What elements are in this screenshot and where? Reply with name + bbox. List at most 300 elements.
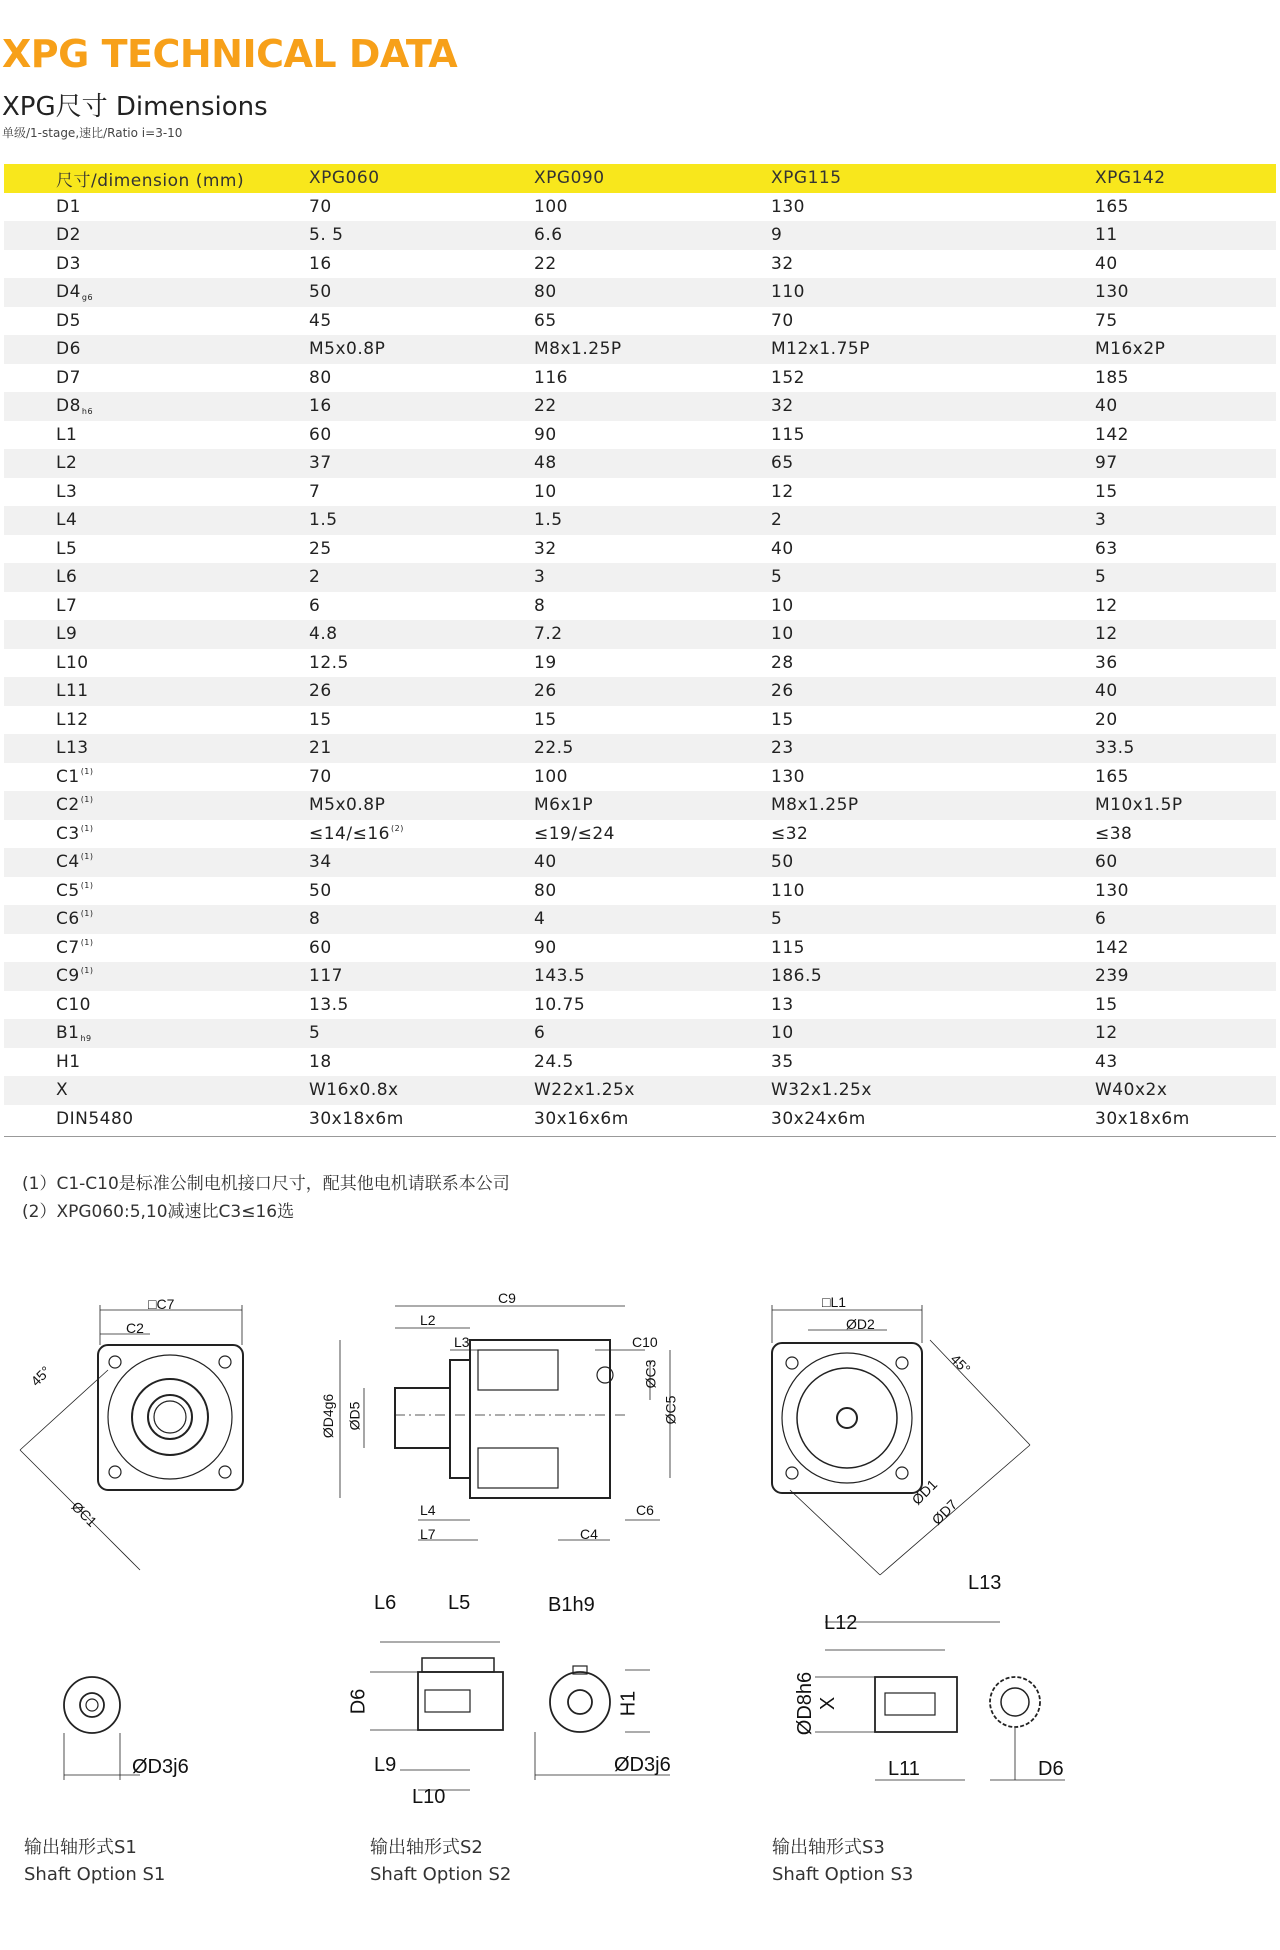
table-cell xyxy=(309,991,534,1020)
cell-value: 100 xyxy=(534,196,568,217)
dimension-name: C7 xyxy=(56,937,80,958)
table-cell xyxy=(309,506,534,535)
cell-value: 10 xyxy=(534,481,557,502)
row-label xyxy=(4,193,309,222)
cell-value: 130 xyxy=(1095,880,1129,901)
dimension-name: L11 xyxy=(56,681,89,702)
dimension-name: L10 xyxy=(56,652,89,673)
table-cell xyxy=(771,820,1095,849)
cell-value: 117 xyxy=(309,966,343,987)
cell-value: 15 xyxy=(1095,481,1118,502)
table-row xyxy=(4,1105,1276,1134)
table-cell xyxy=(1095,506,1276,535)
table-cell xyxy=(309,250,534,279)
ratio-note: 单级/1-stage,速比/Ratio i=3-10 xyxy=(2,126,183,140)
row-label xyxy=(4,991,309,1020)
cell-value: 32 xyxy=(771,253,794,274)
table-row xyxy=(4,877,1276,906)
table-cell xyxy=(309,791,534,820)
footnote-marker: (1) xyxy=(80,909,94,919)
cell-value: 15 xyxy=(309,709,332,730)
cell-value: 115 xyxy=(771,424,805,445)
cell-value: 143.5 xyxy=(534,966,586,987)
dimension-name: C6 xyxy=(56,909,80,930)
cell-value: 40 xyxy=(534,852,557,873)
table-cell xyxy=(1095,535,1276,564)
table-cell xyxy=(309,221,534,250)
table-cell xyxy=(771,421,1095,450)
dim-label-l11: L11 xyxy=(888,1758,920,1780)
table-cell xyxy=(534,193,771,222)
cell-value: 70 xyxy=(771,310,794,331)
dimension-name: C4 xyxy=(56,852,80,873)
table-cell xyxy=(771,1105,1095,1134)
cell-value: 185 xyxy=(1095,367,1129,388)
cell-value: 32 xyxy=(771,396,794,417)
footnote-marker: (1) xyxy=(80,766,94,776)
dim-label-l12: L12 xyxy=(824,1612,858,1634)
table-cell xyxy=(1095,820,1276,849)
table-cell xyxy=(309,307,534,336)
cell-value: 18 xyxy=(309,1051,332,1072)
dim-label-l10: L10 xyxy=(412,1786,446,1808)
row-label xyxy=(4,335,309,364)
cell-value: W32x1.25x xyxy=(771,1080,872,1101)
cell-value: 65 xyxy=(534,310,557,331)
table-row xyxy=(4,1076,1276,1105)
dim-label-h1: H1 xyxy=(617,1690,640,1717)
cell-value: 1.5 xyxy=(534,510,563,531)
table-cell xyxy=(534,905,771,934)
cell-value: 13 xyxy=(771,994,794,1015)
dimension-name: L12 xyxy=(56,709,89,730)
cell-value: 75 xyxy=(1095,310,1118,331)
cell-value: 5 xyxy=(771,567,783,588)
dim-label-d3: ØD3j6 xyxy=(614,1754,671,1776)
cell-value: 16 xyxy=(309,253,332,274)
table-cell xyxy=(1095,706,1276,735)
table-row xyxy=(4,763,1276,792)
cell-value: M5x0.8P xyxy=(309,795,386,816)
cell-value: 22 xyxy=(534,253,557,274)
table-cell xyxy=(771,677,1095,706)
tolerance-subscript: h6 xyxy=(81,407,94,417)
cell-value: 12 xyxy=(771,481,794,502)
row-label xyxy=(4,905,309,934)
dimension-name: H1 xyxy=(56,1051,81,1072)
cell-value: 63 xyxy=(1095,538,1118,559)
table-cell xyxy=(309,1105,534,1134)
dim-label-d3: ØD3j6 xyxy=(132,1756,189,1778)
row-label xyxy=(4,364,309,393)
footnote: (2）XPG060:5,10减速比C3≤16选 xyxy=(22,1202,295,1222)
table-cell xyxy=(1095,307,1276,336)
output-flange-view xyxy=(772,1305,1030,1575)
table-row xyxy=(4,478,1276,507)
table-cell xyxy=(534,1076,771,1105)
cell-value: 10 xyxy=(771,595,794,616)
cell-value: 30x24x6m xyxy=(771,1108,866,1129)
table-row xyxy=(4,991,1276,1020)
cell-value: 4.8 xyxy=(309,624,338,645)
dimension-name: D4 xyxy=(56,282,81,303)
table-cell xyxy=(534,250,771,279)
dimension-name: C2 xyxy=(56,795,80,816)
cell-value: 50 xyxy=(309,282,332,303)
row-label xyxy=(4,535,309,564)
cell-value: 5 xyxy=(1095,567,1107,588)
table-cell xyxy=(771,592,1095,621)
cell-value: 115 xyxy=(771,937,805,958)
dim-label-c5: ØC5 xyxy=(662,1395,679,1425)
cell-value: 6 xyxy=(309,595,321,616)
cell-value: M10x1.5P xyxy=(1095,795,1183,816)
table-cell xyxy=(771,934,1095,963)
cell-value: 9 xyxy=(771,225,783,246)
table-cell xyxy=(309,364,534,393)
cell-value: 110 xyxy=(771,282,805,303)
table-cell xyxy=(1095,620,1276,649)
table-cell xyxy=(534,563,771,592)
cell-value: 5 xyxy=(771,909,783,930)
row-label xyxy=(4,1048,309,1077)
dim-label-d2: ØD2 xyxy=(846,1316,875,1332)
tolerance-subscript: g6 xyxy=(81,293,94,303)
table-cell xyxy=(771,991,1095,1020)
table-cell xyxy=(534,535,771,564)
cell-value: 6 xyxy=(534,1023,546,1044)
cell-value: M5x0.8P xyxy=(309,339,386,360)
dimension-name: L13 xyxy=(56,738,89,759)
row-label xyxy=(4,677,309,706)
row-label xyxy=(4,962,309,991)
table-cell xyxy=(771,250,1095,279)
table-cell xyxy=(309,1076,534,1105)
cell-value: 7.2 xyxy=(534,624,563,645)
table-cell xyxy=(771,734,1095,763)
table-cell xyxy=(1095,791,1276,820)
table-row xyxy=(4,649,1276,678)
table-cell xyxy=(534,592,771,621)
caption-en: Shaft Option S1 xyxy=(24,1864,166,1885)
dimension-name: L6 xyxy=(56,567,78,588)
table-cell xyxy=(534,335,771,364)
table-cell xyxy=(771,364,1095,393)
cell-value: M12x1.75P xyxy=(771,339,870,360)
cell-value: 6.6 xyxy=(534,225,563,246)
table-row xyxy=(4,820,1276,849)
dimension-name: D8 xyxy=(56,396,81,417)
cell-value: 36 xyxy=(1095,652,1118,673)
table-cell xyxy=(534,734,771,763)
table-cell xyxy=(534,221,771,250)
table-cell xyxy=(309,592,534,621)
table-row xyxy=(4,962,1276,991)
dim-label-l4: L4 xyxy=(420,1502,436,1518)
table-cell xyxy=(1095,848,1276,877)
dim-label-c9: C9 xyxy=(498,1290,516,1306)
row-label xyxy=(4,620,309,649)
table-row xyxy=(4,563,1276,592)
table-row xyxy=(4,592,1276,621)
dim-label-c3: ØC3 xyxy=(642,1359,659,1389)
cell-value: 50 xyxy=(771,852,794,873)
table-cell xyxy=(771,877,1095,906)
table-row xyxy=(4,364,1276,393)
table-cell xyxy=(534,706,771,735)
table-cell xyxy=(771,1048,1095,1077)
table-cell xyxy=(534,991,771,1020)
dimension-name: C9 xyxy=(56,966,80,987)
table-cell xyxy=(309,706,534,735)
table-row xyxy=(4,535,1276,564)
table-cell xyxy=(309,962,534,991)
table-row xyxy=(4,250,1276,279)
cell-value: 43 xyxy=(1095,1051,1118,1072)
dim-label-d6: D6 xyxy=(347,1688,370,1715)
table-cell xyxy=(1095,991,1276,1020)
table-cell xyxy=(534,848,771,877)
cell-value: 130 xyxy=(771,196,805,217)
table-cell xyxy=(771,763,1095,792)
cell-value: 152 xyxy=(771,367,805,388)
table-cell xyxy=(1095,934,1276,963)
table-cell xyxy=(309,763,534,792)
cell-value: 20 xyxy=(1095,709,1118,730)
table-cell xyxy=(534,421,771,450)
cell-value: M6x1P xyxy=(534,795,594,816)
column-header: XPG142 xyxy=(1095,168,1166,189)
table-cell xyxy=(1095,392,1276,421)
row-label xyxy=(4,649,309,678)
table-cell xyxy=(534,278,771,307)
table-cell xyxy=(771,1076,1095,1105)
footnote-marker: (1) xyxy=(80,880,94,890)
cell-value: 40 xyxy=(1095,396,1118,417)
table-cell xyxy=(771,649,1095,678)
table-cell xyxy=(309,620,534,649)
table-row xyxy=(4,905,1276,934)
cell-value: 40 xyxy=(1095,253,1118,274)
table-cell xyxy=(771,278,1095,307)
table-cell xyxy=(534,791,771,820)
table-cell xyxy=(1095,478,1276,507)
table-row xyxy=(4,677,1276,706)
cell-value: 80 xyxy=(309,367,332,388)
table-cell xyxy=(309,877,534,906)
cell-value: 5. 5 xyxy=(309,225,344,246)
table-cell xyxy=(309,421,534,450)
page-subtitle: XPG尺寸 Dimensions xyxy=(2,92,268,122)
row-label xyxy=(4,592,309,621)
table-cell xyxy=(534,763,771,792)
table-row xyxy=(4,449,1276,478)
table-cell xyxy=(309,449,534,478)
row-label xyxy=(4,848,309,877)
cell-value: ≤19/≤24 xyxy=(534,823,615,844)
dimension-name: D5 xyxy=(56,310,81,331)
dim-label-l6: L6 xyxy=(374,1592,397,1614)
dim-label-l3: L3 xyxy=(454,1334,470,1350)
table-cell xyxy=(1095,649,1276,678)
cell-value: 26 xyxy=(534,681,557,702)
table-row xyxy=(4,392,1276,421)
cell-value: 90 xyxy=(534,424,557,445)
table-cell xyxy=(1095,763,1276,792)
row-label xyxy=(4,449,309,478)
column-header: XPG060 xyxy=(309,168,380,189)
dimension-name: L5 xyxy=(56,538,78,559)
cell-value: M8x1.25P xyxy=(771,795,859,816)
shaft-caption-s3 xyxy=(772,1834,913,1888)
shaft-s3-drawing xyxy=(815,1622,1065,1780)
table-cell xyxy=(1095,364,1276,393)
table-cell xyxy=(309,677,534,706)
table-cell xyxy=(771,506,1095,535)
cell-value: 130 xyxy=(1095,282,1129,303)
cell-value: 8 xyxy=(309,909,321,930)
table-cell xyxy=(309,535,534,564)
cell-value: 40 xyxy=(1095,681,1118,702)
table-cell xyxy=(1095,734,1276,763)
dimension-name: C1 xyxy=(56,766,80,787)
table-cell xyxy=(1095,278,1276,307)
table-cell xyxy=(1095,221,1276,250)
cell-value: 28 xyxy=(771,652,794,673)
table-cell xyxy=(1095,563,1276,592)
dimension-name: C3 xyxy=(56,823,80,844)
cell-value: ≤14/≤16 xyxy=(309,823,390,844)
dim-label-c7: □C7 xyxy=(148,1296,175,1312)
table-row xyxy=(4,307,1276,336)
dimension-name: D3 xyxy=(56,253,81,274)
table-cell xyxy=(1095,677,1276,706)
table-row xyxy=(4,193,1276,222)
cell-value: 5 xyxy=(309,1023,321,1044)
table-cell xyxy=(309,278,534,307)
cell-value: 32 xyxy=(534,538,557,559)
table-cell xyxy=(534,649,771,678)
cell-value: 8 xyxy=(534,595,546,616)
cell-value: 12 xyxy=(1095,595,1118,616)
cell-value: 165 xyxy=(1095,766,1129,787)
dimension-name: L9 xyxy=(56,624,78,645)
cell-value: 6 xyxy=(1095,909,1107,930)
dim-label-d4: ØD4g6 xyxy=(320,1393,337,1439)
cell-value: 116 xyxy=(534,367,568,388)
cell-value: 142 xyxy=(1095,424,1129,445)
dimension-name: L3 xyxy=(56,481,78,502)
table-row xyxy=(4,421,1276,450)
cell-value: 26 xyxy=(309,681,332,702)
cell-value: 24.5 xyxy=(534,1051,574,1072)
table-cell xyxy=(1095,962,1276,991)
row-label xyxy=(4,478,309,507)
table-row xyxy=(4,278,1276,307)
footnote: (1）C1-C10是标准公制电机接口尺寸，配其他电机请联系本公司 xyxy=(22,1174,510,1194)
row-label xyxy=(4,221,309,250)
column-header: 尺寸/dimension (mm) xyxy=(56,170,245,191)
cell-value: 15 xyxy=(1095,994,1118,1015)
cell-value: 15 xyxy=(771,709,794,730)
footnote-marker: (1) xyxy=(80,937,94,947)
table-cell xyxy=(771,791,1095,820)
dim-label-l2: L2 xyxy=(420,1312,436,1328)
cell-value: 16 xyxy=(309,396,332,417)
table-row xyxy=(4,335,1276,364)
cell-value: 2 xyxy=(771,510,783,531)
table-row xyxy=(4,506,1276,535)
cell-value: 70 xyxy=(309,766,332,787)
cell-value: 3 xyxy=(534,567,546,588)
dim-label-l13: L13 xyxy=(968,1572,1002,1594)
dim-label-l5: L5 xyxy=(448,1592,471,1614)
dimension-name: C5 xyxy=(56,880,80,901)
table-cell xyxy=(1095,1076,1276,1105)
table-cell xyxy=(771,1019,1095,1048)
table-row xyxy=(4,706,1276,735)
dim-label-l7: L7 xyxy=(420,1526,436,1542)
dimension-name: C10 xyxy=(56,994,92,1015)
cell-value: W40x2x xyxy=(1095,1080,1168,1101)
cell-value: 80 xyxy=(534,880,557,901)
cell-value: 97 xyxy=(1095,453,1118,474)
cell-value: 90 xyxy=(534,937,557,958)
cell-value: 48 xyxy=(534,453,557,474)
cell-value: 23 xyxy=(771,738,794,759)
table-cell xyxy=(309,1048,534,1077)
table-cell xyxy=(309,193,534,222)
flange-front-view xyxy=(20,1305,243,1570)
cell-value: 7 xyxy=(309,481,321,502)
dimension-table xyxy=(4,164,1276,1133)
table-cell xyxy=(534,620,771,649)
cell-value: 60 xyxy=(309,424,332,445)
column-header: XPG115 xyxy=(771,168,842,189)
row-label xyxy=(4,734,309,763)
table-cell xyxy=(309,820,534,849)
dim-label-x: X xyxy=(817,1696,840,1711)
row-label xyxy=(4,791,309,820)
table-row xyxy=(4,934,1276,963)
table-row xyxy=(4,848,1276,877)
footnotes xyxy=(22,1170,510,1226)
page-title: XPG TECHNICAL DATA xyxy=(2,32,458,76)
cell-value: 25 xyxy=(309,538,332,559)
column-header: XPG090 xyxy=(534,168,605,189)
cell-value: 165 xyxy=(1095,196,1129,217)
cell-value: 12.5 xyxy=(309,652,349,673)
table-cell xyxy=(1095,1019,1276,1048)
table-cell xyxy=(309,934,534,963)
cell-value: 130 xyxy=(771,766,805,787)
caption-cn: 输出轴形式S1 xyxy=(24,1837,137,1858)
cell-value: 22.5 xyxy=(534,738,574,759)
dimension-name: B1 xyxy=(56,1023,80,1044)
table-cell xyxy=(309,478,534,507)
table-cell xyxy=(1095,877,1276,906)
table-cell xyxy=(771,706,1095,735)
table-cell xyxy=(534,677,771,706)
cell-value: 12 xyxy=(1095,624,1118,645)
row-label xyxy=(4,763,309,792)
table-cell xyxy=(1095,335,1276,364)
cell-value: 186.5 xyxy=(771,966,823,987)
footnote-marker: (1) xyxy=(80,852,94,862)
dimension-name: X xyxy=(56,1080,69,1101)
cell-value: 2 xyxy=(309,567,321,588)
dim-label-angle: 45° xyxy=(27,1362,54,1390)
